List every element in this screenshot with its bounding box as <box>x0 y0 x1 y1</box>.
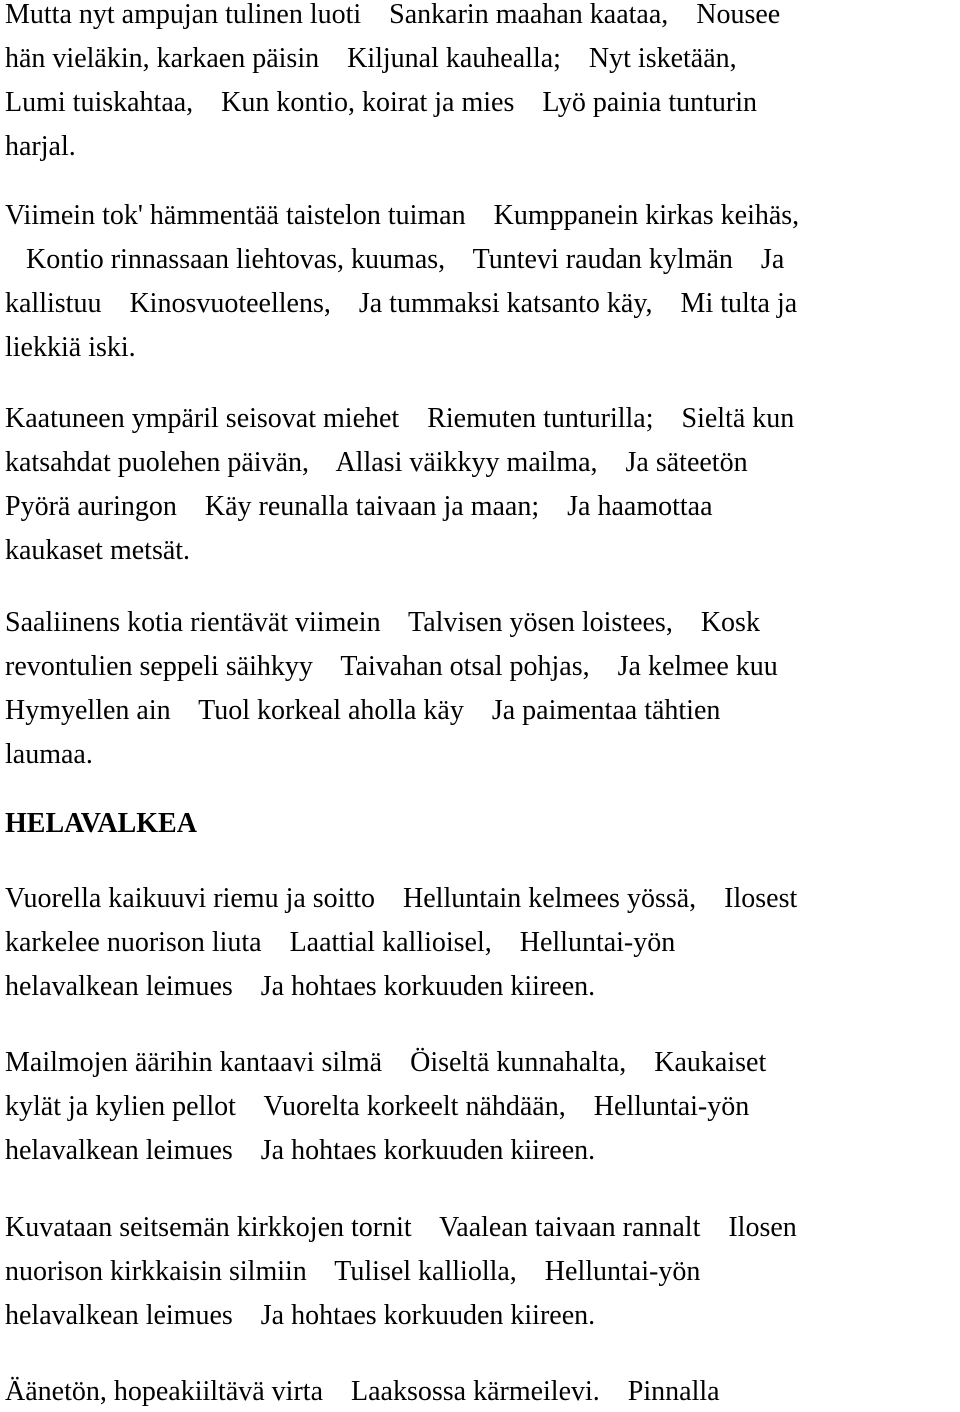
text-line: harjal. <box>5 131 76 162</box>
text-line: Mailmojen äärihin kantaavi silmä Öiseltä kunnahalta, Kaukaiset <box>5 1047 767 1078</box>
text-line: Mutta nyt ampujan tulinen luoti Sankarin maahan kaataa, Nousee <box>5 0 781 30</box>
text-line: kallistuu Kinosvuoteellens, Ja tummaksi katsanto käy, Mi tulta ja <box>5 288 798 319</box>
text-line: revontulien seppeli säihkyy Taivahan otsal pohjas, Ja kelmee kuu <box>5 651 778 682</box>
text-line: helavalkean leimues Ja hohtaes korkuuden kiireen. <box>5 1300 596 1331</box>
text-line: katsahdat puolehen päivän, Allasi väikkyy mailma, Ja säteetön <box>5 447 748 478</box>
text-line: Kaatuneen ympäril seisovat miehet Riemuten tunturilla; Sieltä kun <box>5 403 795 434</box>
text-line: Kuvataan seitsemän kirkkojen tornit Vaalean taivaan rannalt Ilosen <box>5 1212 797 1243</box>
poem-title: HELAVALKEA <box>5 808 197 839</box>
poem-stanza-6 <box>0 1041 960 1173</box>
text-line: Äänetön, hopeakiiltävä virta Laaksossa kärmeilevi. Pinnalla <box>5 1376 720 1407</box>
text-line: karkelee nuorison liuta Laattial kallioisel, Helluntai-yön <box>5 927 676 958</box>
text-line: kaukaset metsät. <box>5 535 191 566</box>
text-line: laumaa. <box>5 739 93 770</box>
poem-stanza-3 <box>0 397 960 573</box>
text-line: nuorison kirkkaisin silmiin Tulisel kalliolla, Helluntai-yön <box>5 1256 701 1287</box>
text-line: hän vieläkin, karkaen päisin Kiljunal kauhealla; Nyt isketään, <box>5 43 737 74</box>
text-line: Lumi tuiskahtaa, Kun kontio, koirat ja mies Lyö painia tunturin <box>5 87 757 118</box>
text-line: Saaliinens kotia rientävät viimein Talvisen yösen loistees, Kosk <box>5 607 760 638</box>
text-line: Vuorella kaikuuvi riemu ja soitto Helluntain kelmees yössä, Ilosest <box>5 883 798 914</box>
poem-stanza-2 <box>0 194 960 370</box>
text-line: helavalkean leimues Ja hohtaes korkuuden kiireen. <box>5 971 596 1002</box>
poem-stanza-5 <box>0 877 960 1009</box>
text-line: helavalkean leimues Ja hohtaes korkuuden kiireen. <box>5 1135 596 1166</box>
text-line: kylät ja kylien pellot Vuorelta korkeelt nähdään, Helluntai-yön <box>5 1091 750 1122</box>
poem-stanza-1 <box>0 0 960 169</box>
poem-stanza-7 <box>0 1206 960 1338</box>
text-line: Viimein tok' hämmentää taistelon tuiman Kumppanein kirkas keihäs, <box>5 200 800 231</box>
text-line: Pyörä auringon Käy reunalla taivaan ja maan; Ja haamottaa <box>5 491 713 522</box>
text-line: Kontio rinnassaan liehtovas, kuumas, Tuntevi raudan kylmän Ja <box>5 244 785 275</box>
poem-stanza-8 <box>0 1370 960 1412</box>
text-line: Hymyellen ain Tuol korkeal aholla käy Ja paimentaa tähtien <box>5 695 721 726</box>
text-line: liekkiä iski. <box>5 332 136 363</box>
poem-stanza-4 <box>0 601 960 777</box>
